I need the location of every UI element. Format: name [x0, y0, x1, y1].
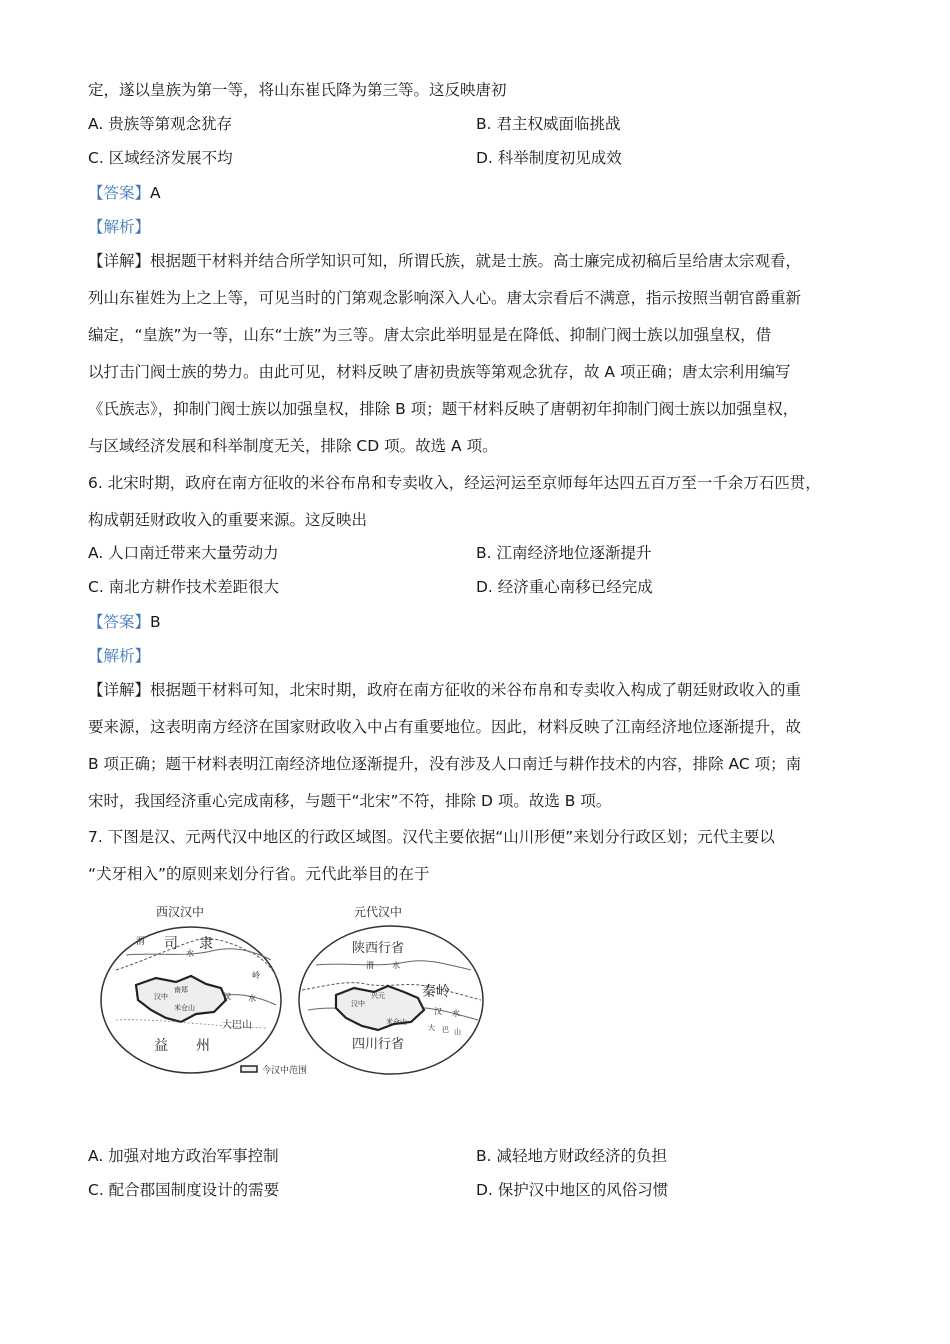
answer-tag: 【答案】	[88, 613, 151, 631]
map-title-right: 元代汉中	[354, 905, 403, 919]
explanation-line: 【详解】根据题干材料可知，北宋时期，政府在南方征收的米谷布帛和专卖收入构成了朝廷财政收入的重	[88, 681, 802, 699]
question-7: 7. 下图是汉、元两代汉中地区的行政区域图。汉代主要依据“山川形便”来划分行政区划；元代主要以	[88, 828, 775, 846]
text-line: 定，遂以皇族为第一等，将山东崔氏降为第三等。这反映唐初	[88, 81, 507, 99]
svg-text:州: 州	[196, 1038, 210, 1054]
svg-text:隶: 隶	[199, 936, 213, 952]
map-yuan	[299, 904, 483, 1074]
svg-text:大巴山: 大巴山	[222, 1020, 252, 1031]
svg-text:水: 水	[186, 949, 194, 958]
option-c[interactable]: C. 南北方耕作技术差距很大	[88, 578, 280, 596]
svg-text:南郑: 南郑	[174, 986, 188, 994]
svg-text:益: 益	[154, 1038, 168, 1054]
option-b[interactable]: B. 君主权威面临挑战	[476, 115, 621, 133]
svg-text:司: 司	[164, 936, 178, 952]
svg-text:巴: 巴	[442, 1026, 449, 1034]
svg-text:渭: 渭	[366, 961, 374, 970]
option-a[interactable]: A. 人口南迁带来大量劳动力	[88, 544, 279, 562]
svg-text:山: 山	[454, 1028, 461, 1036]
detail-tag: 【详解】	[88, 252, 151, 270]
svg-text:汉: 汉	[434, 1007, 442, 1016]
question-6-cont: 构成朝廷财政收入的重要来源。这反映出	[88, 511, 368, 529]
option-a[interactable]: A. 加强对地方政治军事控制	[88, 1147, 279, 1165]
explanation-line: 以打击门阀士族的势力。由此可见，材料反映了唐初贵族等第观念犹存，故 A 项正确；唐太宗利用编写	[88, 363, 791, 381]
option-a[interactable]: A. 贵族等第观念犹存	[88, 115, 233, 133]
map-legend	[241, 1064, 307, 1076]
svg-text:汉: 汉	[223, 992, 231, 1001]
answer-line	[88, 182, 161, 204]
answer-line	[88, 611, 161, 633]
option-d[interactable]: D. 科举制度初见成效	[476, 149, 622, 167]
svg-text:米仓山: 米仓山	[386, 1018, 407, 1026]
option-b[interactable]: B. 减轻地方财政经济的负担	[476, 1147, 667, 1165]
svg-text:水: 水	[248, 994, 256, 1003]
svg-text:陕西行省: 陕西行省	[352, 941, 405, 956]
map-title-left: 西汉汉中	[156, 905, 205, 919]
map-figure	[96, 900, 506, 1090]
answer-tag: 【答案】	[88, 184, 151, 202]
option-d[interactable]: D. 保护汉中地区的风俗习惯	[476, 1181, 669, 1199]
analysis-heading: 【解析】	[88, 647, 151, 665]
explanation-line: 宋时，我国经济重心完成南移，与题干“北宋”不符，排除 D 项。故选 B 项。	[88, 792, 612, 810]
explanation-line: 编定，“皇族”为一等，山东“士族”为三等。唐太宗此举明显是在降低、抑制门阀士族以加强皇权，借	[88, 326, 772, 344]
svg-text:岭: 岭	[252, 971, 260, 980]
question-6: 6. 北宋时期，政府在南方征收的米谷布帛和专卖收入，经运河运至京师每年达四五百万至一千余万石匹贯，	[88, 474, 821, 492]
map-western-han	[101, 904, 281, 1073]
svg-text:汉中: 汉中	[154, 993, 168, 1001]
explanation-line: B 项正确；题干材料表明江南经济地位逐渐提升，没有涉及人口南迁与耕作技术的内容，排除 AC 项；南	[88, 755, 802, 773]
option-d[interactable]: D. 经济重心南移已经完成	[476, 578, 653, 596]
svg-text:秦岭: 秦岭	[422, 984, 450, 1000]
explanation-line: 《氏族志》，抑制门阀士族以加强皇权，排除 B 项；题干材料反映了唐朝初年抑制门阀士族以加强皇权，	[88, 400, 799, 418]
explanation-line: 要来源，这表明南方经济在国家财政收入中占有重要地位。因此，材料反映了江南经济地位逐渐提升，故	[88, 718, 802, 736]
explanation-line: 【详解】根据题干材料并结合所学知识可知，所谓氏族，就是士族。高士廉完成初稿后呈给唐太宗观看，	[88, 252, 802, 270]
option-c[interactable]: C. 配合郡国制度设计的需要	[88, 1181, 280, 1199]
svg-text:四川行省: 四川行省	[352, 1037, 405, 1052]
svg-text:渭: 渭	[136, 937, 146, 947]
svg-text:汉中: 汉中	[351, 1000, 365, 1008]
analysis-heading: 【解析】	[88, 218, 151, 236]
answer-value: B	[150, 613, 161, 631]
answer-value: A	[150, 184, 161, 202]
explanation-line: 列山东崔姓为上之上等，可见当时的门第观念影响深入人心。唐太宗看后不满意，指示按照当朝官爵重新	[88, 289, 802, 307]
option-b[interactable]: B. 江南经济地位逐渐提升	[476, 544, 652, 562]
svg-text:大: 大	[428, 1024, 435, 1032]
svg-text:水: 水	[392, 961, 400, 970]
svg-text:今汉中范围: 今汉中范围	[262, 1066, 308, 1076]
option-c[interactable]: C. 区域经济发展不均	[88, 149, 233, 167]
svg-text:米仓山: 米仓山	[174, 1004, 195, 1012]
question-7-cont: “犬牙相入”的原则来划分行省。元代此举目的在于	[88, 865, 430, 883]
svg-text:水: 水	[452, 1009, 460, 1018]
explanation-line: 与区域经济发展和科举制度无关，排除 CD 项。故选 A 项。	[88, 437, 498, 455]
svg-text:兴元: 兴元	[371, 992, 385, 1000]
detail-tag: 【详解】	[88, 681, 151, 699]
